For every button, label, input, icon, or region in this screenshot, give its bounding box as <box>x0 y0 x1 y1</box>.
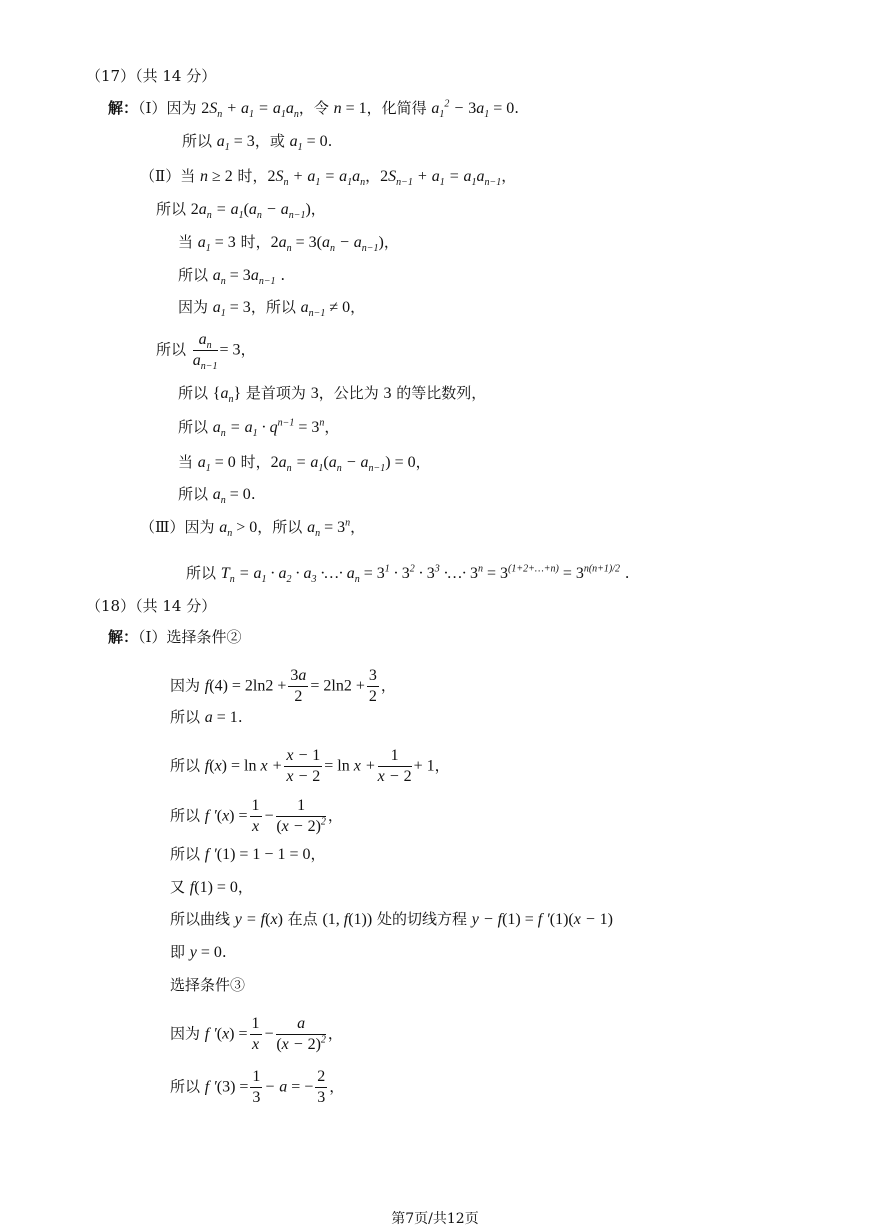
p17-part2-line8: 所以 $a_n = a_1 \cdot q^{n-1} = 3^n$， <box>178 417 340 440</box>
p18-cond2-line1: 因为 f(4) = 2ln2 + $\frac{3a}{2}$ = 2ln2 + $\frac{3}{2}$ ， <box>170 667 396 705</box>
p17-part2-line7: 所以 $\{a_n\}$ 是首项为 3，公比为 3 的等比数列， <box>178 384 487 406</box>
p18-frac-3a-over-2: $\frac{3a}{2}$ <box>290 667 307 705</box>
p17-part2-line10: 所以 $a_n = 0$. <box>178 485 256 507</box>
p18-cond3-label: 选择条件③ <box>170 976 246 994</box>
p18-cond2-label: 选择条件② <box>166 628 242 646</box>
p17-part2-line5: 因为 $a_1 = 3$，所以 $a_{n-1} \ne 0$， <box>178 298 366 320</box>
p18-cond2-line6: 又 f(1) = 0， <box>170 878 253 896</box>
p18-cond3-line2: 所以 f ′(3) = $\frac{1}{3}$ − a = − $\frac{2}{3}$ ， <box>170 1068 345 1106</box>
p18-frac-3-over-2: $\frac{3}{2}$ <box>368 667 377 705</box>
p18-cond2-line8: 即 y = 0. <box>170 943 227 961</box>
p18-cond2-line7: 所以曲线 y = f(x) 在点 (1, f(1)) 处的切线方程 y − f(1) = f ′(1)(x − 1) <box>170 910 613 928</box>
p18-c3-frac-a-over-x-2-sq: $\frac{a}{(x - 2)^2}$ <box>276 1015 326 1053</box>
p18-part1-line1 <box>108 627 241 647</box>
p17-part2-label: （Ⅱ） <box>140 167 181 185</box>
p17-part2-line6: 所以 $\frac{a_n}{a_{n-1}}$ = 3， <box>156 331 256 373</box>
p17-solution-label: 解： <box>108 99 139 117</box>
p18-part1-label: （Ⅰ） <box>138 628 167 646</box>
p18-c3-frac-1-over-3: $\frac{1}{3}$ <box>252 1068 261 1106</box>
p18-solution-label: 解： <box>108 628 139 646</box>
p17-part2-line1: （Ⅱ）当 n ≥ 2 时，$2S_n + a_1 = a_1a_n$，$2S_{n-1} + a_1 = a_1a_{n-1}$， <box>140 167 517 189</box>
problem-17-header: （17）（共 14 分） <box>86 67 217 85</box>
p18-frac-1-over-x-2-sq: $\frac{1}{(x - 2)^2}$ <box>276 797 326 835</box>
p18-cond2-line4: 所以 f ′(x) = $\frac{1}{x}$ − $\frac{1}{(x - 2)^2}$ ， <box>170 797 343 835</box>
p17-part2-line9: 当 $a_1 = 0$ 时，$2a_n = a_1(a_n - a_{n-1}) = 0$， <box>178 453 431 475</box>
p18-frac-1-over-x-2: $\frac{1}{x - 2}$ <box>377 747 412 785</box>
p18-cond3-line1: 因为 f ′(x) = $\frac{1}{x}$ − $\frac{a}{(x - 2)^2}$ ， <box>170 1015 343 1053</box>
p18-cond2-line5: 所以 f ′(1) = 1 − 1 = 0， <box>170 845 326 863</box>
p17-part2-line4: 所以 $a_n = 3a_{n-1}$ . <box>178 266 286 288</box>
p17-ratio-fraction: $\frac{a_n}{a_{n-1}}$ <box>192 331 218 373</box>
p17-part3-line2: 所以 $T_n = a_1 \cdot a_2 \cdot a_3$ ·…· $a_n = 3^1 \cdot 3^2 \cdot 3^3$ ·…· $3^n = 3^{(1+2+\dots+n)} = 3^{n(n+1)/2}$ . <box>186 563 630 586</box>
p17-part1-label: （Ⅰ） <box>138 99 167 117</box>
p18-c3-frac-1-over-x: $\frac{1}{x}$ <box>251 1015 260 1053</box>
p17-part2-line3: 当 $a_1 = 3$ 时，$2a_n = 3(a_n - a_{n-1})$， <box>178 233 399 255</box>
p18-c3-frac-2-over-3: $\frac{2}{3}$ <box>317 1068 326 1106</box>
p17-part3-label: （Ⅲ） <box>140 518 185 536</box>
problem-18-header: （18）（共 14 分） <box>86 597 217 615</box>
p18-frac-1-over-x: $\frac{1}{x}$ <box>251 797 260 835</box>
p17-part1-line2: 所以 $a_1 = 3$，或 $a_1 = 0$. <box>182 132 333 154</box>
p18-cond2-line3: 所以 f(x) = ln x + $\frac{x - 1}{x - 2}$ = ln x + $\frac{1}{x - 2}$ + 1， <box>170 747 450 785</box>
p17-part3-line1: （Ⅲ）因为 $a_n > 0$，所以 $a_n = 3^n$， <box>140 517 366 540</box>
p18-cond2-line2: 所以 a = 1. <box>170 708 243 726</box>
p17-part1-line1: 解：（Ⅰ）因为 $2S_n + a_1 = a_1a_n$，令 n = 1，化简得 $a_1^2 - 3a_1 = 0$. <box>108 98 520 121</box>
p17-part2-line2: 所以 $2a_n = a_1(a_n - a_{n-1})$， <box>156 200 326 222</box>
p18-frac-x-1-over-x-2: $\frac{x - 1}{x - 2}$ <box>286 747 321 785</box>
page-footer: 第7页/共12页 <box>391 1211 479 1227</box>
